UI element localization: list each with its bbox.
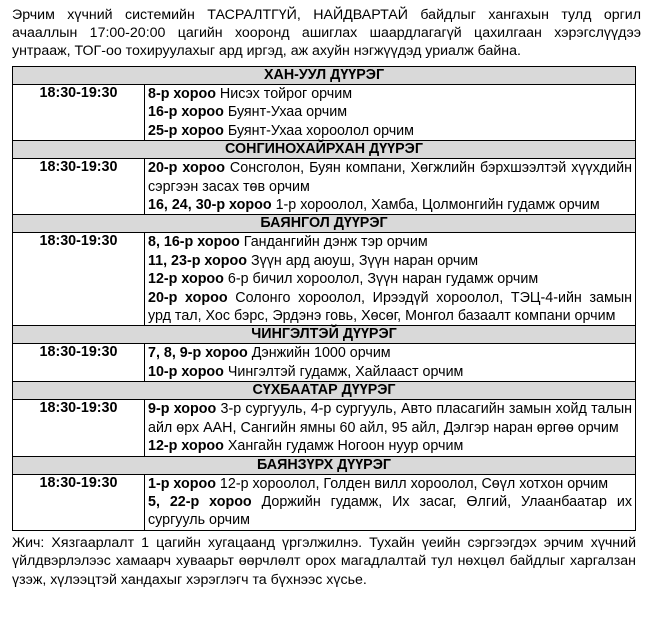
khoroo-label: 11, 23-р хороо bbox=[148, 252, 247, 269]
district-name: СОНГИНОХАЙРХАН ДҮҮРЭГ bbox=[13, 141, 636, 159]
district-name: ЧИНГЭЛТЭЙ ДҮҮРЭГ bbox=[13, 326, 636, 344]
area-description: Солонго хороолол, Ирээдүй хороолол, ТЭЦ-4-ийн замын урд тал, Хос бэрс, Эрдэнэ говь, Хөсөг, Монгол базаалт компани орчим bbox=[148, 289, 632, 325]
district-header-row bbox=[13, 215, 636, 233]
time-range: 18:30-19:30 bbox=[13, 233, 145, 326]
khoroo-label: 12-р хороо bbox=[148, 438, 224, 455]
intro-text: Эрчим хүчний системийн ТАСРАЛТГҮЙ, НАЙДВАРТАЙ байдлыг хангахын тулд оргил ачааллын 17:00-20:00 цагийн хооронд ашиглах шаардлагагүй цахилгаан хэрэгслүүдээ унтрааж, ТОГ-оо тохируулахыг ард иргэд, аж ахуйн нэгжүүдэд уриалж байна. bbox=[12, 7, 641, 59]
district-name: ХАН-УУЛ ДҮҮРЭГ bbox=[13, 67, 636, 85]
district-header-row bbox=[13, 456, 636, 474]
area-entry bbox=[148, 493, 632, 530]
area-entry bbox=[148, 363, 632, 381]
time-range: 18:30-19:30 bbox=[13, 400, 145, 456]
area-description: Зүүн ард аюуш, Зүүн наран орчим bbox=[246, 252, 479, 269]
time-range: 18:30-19:30 bbox=[13, 85, 145, 141]
area-description: Доржийн гудамж, Их засаг, Өлгий, Улаанбаатар их сургууль орчим bbox=[148, 493, 632, 529]
area-entry bbox=[148, 289, 632, 326]
schedule-row bbox=[13, 85, 636, 141]
affected-areas bbox=[145, 474, 636, 530]
footnote: Жич: Хязгаарлалт 1 цагийн хугацаанд үргэлжилнэ. Тухайн үеийн сэргээгдэх эрчим хүчний үйлдвэрлэлээс хамаарч хуваарьт өөрчлөлт орох магадлалтай тул нөхцөл байдлыг харгалзан үзэж, хүлээцтэй хандахыг хэрэглэгч та бүхнээс хүсье. bbox=[12, 534, 636, 588]
district-header-row bbox=[13, 67, 636, 85]
area-entry bbox=[148, 400, 632, 437]
area-entry bbox=[148, 233, 632, 251]
area-entry bbox=[148, 159, 632, 196]
schedule-row bbox=[13, 159, 636, 215]
district-name: БАЯНГОЛ ДҮҮРЭГ bbox=[13, 215, 636, 233]
area-description: Чингэлтэй гудамж, Хайлааст орчим bbox=[223, 363, 464, 380]
district-header-row bbox=[13, 141, 636, 159]
khoroo-label: 7, 8, 9-р хороо bbox=[148, 345, 248, 362]
schedule-row bbox=[13, 474, 636, 530]
area-entry bbox=[148, 196, 632, 214]
time-range: 18:30-19:30 bbox=[13, 474, 145, 530]
district-header-row bbox=[13, 326, 636, 344]
time-range: 18:30-19:30 bbox=[13, 159, 145, 215]
khoroo-label: 1-р хороо bbox=[148, 475, 216, 492]
khoroo-label: 8-р хороо bbox=[148, 86, 216, 102]
area-description: Хангайн гудамж Ногоон нуур орчим bbox=[223, 438, 464, 455]
district-name: СҮХБААТАР ДҮҮРЭГ bbox=[13, 382, 636, 400]
khoroo-label: 20-р хороо bbox=[148, 160, 225, 177]
area-description: Буянт-Ухаа хороолол орчим bbox=[223, 122, 414, 139]
area-description: 6-р бичил хороолол, Зүүн наран гудамж орчим bbox=[223, 271, 539, 288]
khoroo-label: 8, 16-р хороо bbox=[148, 234, 240, 251]
affected-areas bbox=[145, 233, 636, 326]
area-entry bbox=[148, 437, 632, 455]
area-description: Нисэх тойрог орчим bbox=[215, 86, 353, 102]
schedule-row bbox=[13, 233, 636, 326]
area-entry bbox=[148, 270, 632, 288]
district-header-row bbox=[13, 382, 636, 400]
area-description: 1-р хороолол, Хамба, Цолмонгийн гудамж орчим bbox=[271, 197, 600, 214]
schedule-row bbox=[13, 344, 636, 382]
khoroo-label: 16-р хороо bbox=[148, 104, 224, 121]
khoroo-label: 12-р хороо bbox=[148, 271, 224, 288]
district-name: БАЯНЗҮРХ ДҮҮРЭГ bbox=[13, 456, 636, 474]
khoroo-label: 16, 24, 30-р хороо bbox=[148, 197, 272, 214]
affected-areas bbox=[145, 400, 636, 456]
khoroo-label: 10-р хороо bbox=[148, 363, 224, 380]
schedule-table bbox=[12, 66, 636, 531]
affected-areas bbox=[145, 85, 636, 141]
area-description: 12-р хороолол, Голден вилл хороолол, Сөүл хотхон орчим bbox=[215, 475, 609, 492]
khoroo-label: 9-р хороо bbox=[148, 401, 217, 418]
area-description: Сонсголон, Буян компани, Хөгжлийн бэрхшээлтэй хүүхдийн сэргээн засах төв орчим bbox=[148, 160, 633, 195]
area-description: 3-р сургууль, 4-р сургууль, Авто пласагийн замын хойд талын айл өрх ААН, Сангийн ямны 60 айл, 95 айл, Дэлгэр наран өргөө орчим bbox=[148, 401, 632, 436]
area-description: Гандангийн дэнж тэр орчим bbox=[239, 234, 428, 251]
khoroo-label: 25-р хороо bbox=[148, 122, 224, 139]
area-description: Дэнжийн 1000 орчим bbox=[247, 345, 391, 362]
affected-areas bbox=[145, 344, 636, 382]
area-entry bbox=[148, 475, 632, 493]
area-entry bbox=[148, 103, 632, 121]
area-description: Буянт-Ухаа орчим bbox=[223, 104, 348, 121]
area-entry bbox=[148, 122, 632, 140]
affected-areas bbox=[145, 159, 636, 215]
area-entry bbox=[148, 85, 632, 103]
khoroo-label: 20-р хороо bbox=[148, 289, 228, 306]
area-entry bbox=[148, 344, 632, 362]
area-entry bbox=[148, 252, 632, 270]
schedule-row bbox=[13, 400, 636, 456]
time-range: 18:30-19:30 bbox=[13, 344, 145, 382]
khoroo-label: 5, 22-р хороо bbox=[148, 493, 252, 510]
